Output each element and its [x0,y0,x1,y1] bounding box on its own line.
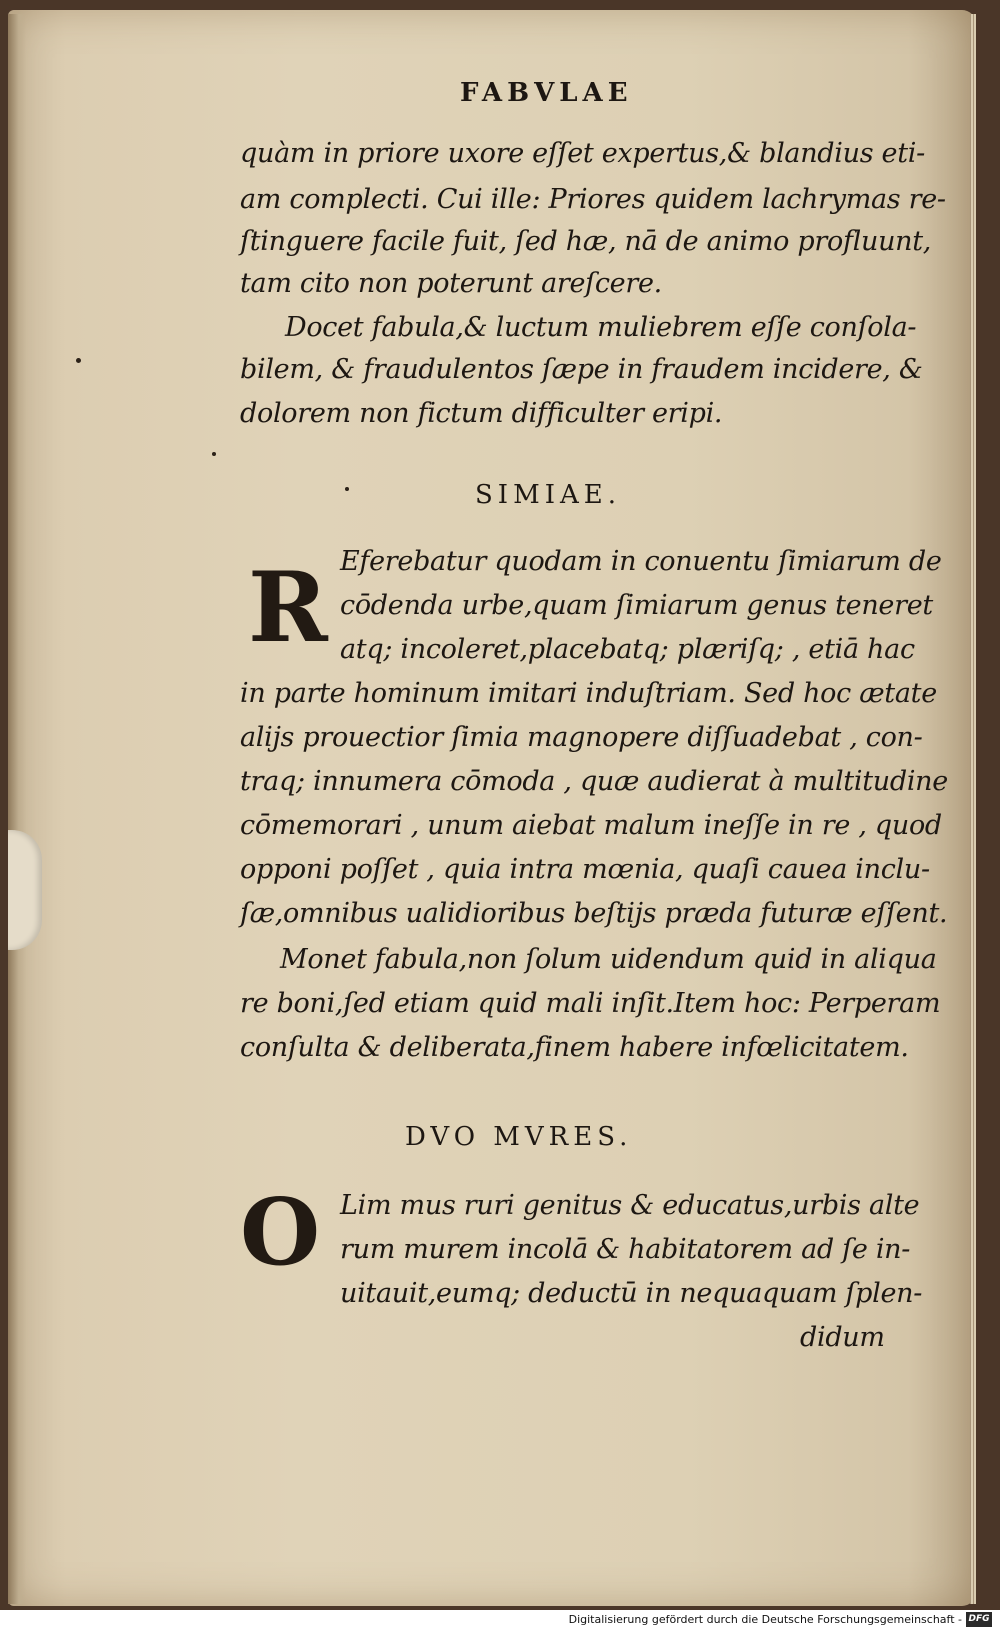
text-line: Lim mus ruri genitus & educatus,urbis alte [340,1190,920,1221]
text-line: cōmemorari , unum aiebat malum ineſſe in re , quod [240,810,942,841]
moral-line: dolorem non fictum difficulter eripi. [240,398,723,429]
text-line: opponi poſſet , quia intra mœnia, quaſi cauea inclu- [240,854,930,885]
moral-line: Monet fabula,non ſolum uidendum quid in aliqua [280,944,937,975]
text-line: ſæ,omnibus ualidioribus beſtijs præda futuræ eſſent. [240,898,948,929]
running-header: FABVLAE [460,78,633,108]
ink-speck [212,452,216,456]
drop-cap: R [248,551,328,664]
text-line: in parte hominum imitari induſtriam. Sed hoc ætate [240,678,937,709]
text-line: rum murem incolā & habitatorem ad ſe in- [340,1234,911,1265]
page-gutter [8,14,26,1604]
funding-credit: Digitalisierung gefördert durch die Deutsche Forschungsgemeinschaft - [568,1613,962,1626]
drop-cap: O [240,1178,321,1286]
fable-title: SIMIAE. [475,480,621,510]
ink-speck [76,358,81,363]
dfg-logo: DFG [966,1612,992,1627]
moral-line: Docet fabula,& luctum muliebrem eſſe conſola- [285,312,917,343]
moral-line: conſulta & deliberata,finem habere infœlicitatem. [240,1032,909,1063]
moral-line: bilem, & fraudulentos ſæpe in fraudem incidere, & [240,354,923,385]
ink-speck [345,487,349,491]
page-tab [8,830,42,950]
catchword: didum [800,1322,885,1353]
footer-bar [0,1610,1000,1630]
text-line: cōdenda urbe,quam ſimiarum genus teneret [340,590,933,621]
moral-line: re boni,ſed etiam quid mali inſit.Item hoc: Perperam [240,988,941,1019]
text-line: Eferebatur quodam in conuentu ſimiarum de [340,546,942,577]
text-line: quàm in priore uxore eſſet expertus,& blandius eti- [240,138,925,169]
page-edge [970,14,976,1604]
text-line: alijs prouectior ſimia magnopere diſſuadebat , con- [240,722,923,753]
text-line: atq; incoleret,placebatq; plæriſq; , etiā hac [340,634,915,665]
text-line: uitauit,eumq; deductū in nequaquam ſplen- [340,1278,923,1309]
text-line: ſtinguere facile fuit, ſed hæ, nā de animo profluunt, [240,226,932,257]
text-line: traq; innumera cōmoda , quæ audierat à multitudine [240,766,948,797]
text-line: tam cito non poterunt areſcere. [240,268,662,299]
text-line: am complecti. Cui ille: Priores quidem lachrymas re- [240,184,946,215]
fable-title: DVO MVRES. [405,1122,633,1152]
